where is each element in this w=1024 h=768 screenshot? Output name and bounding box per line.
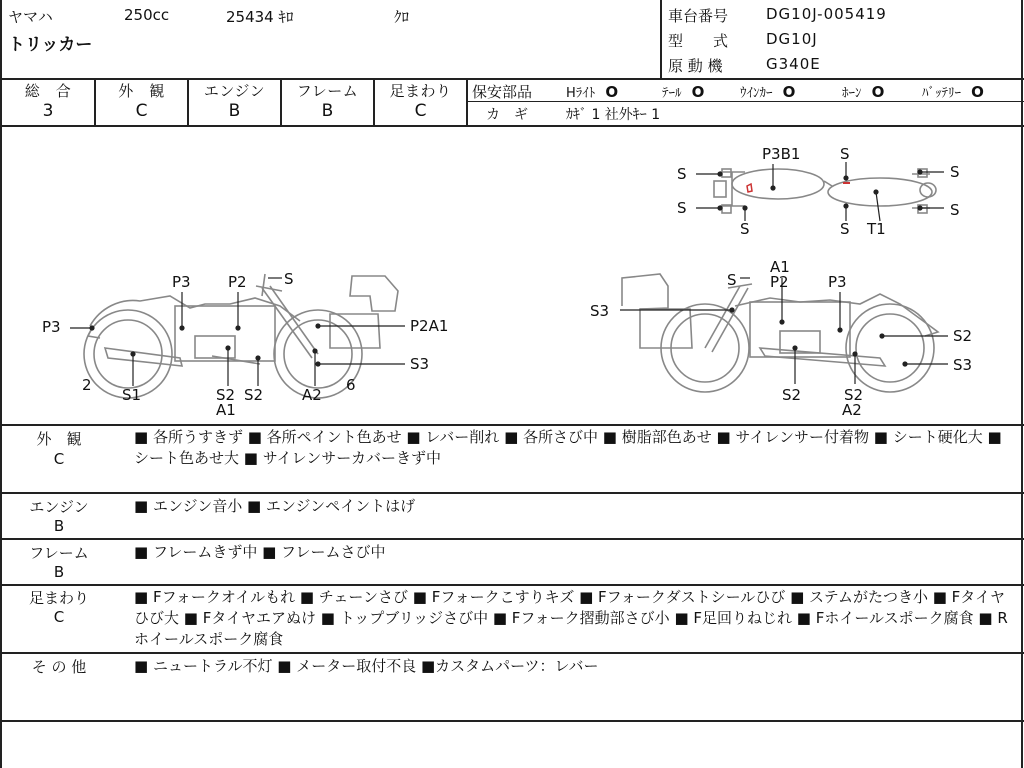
label-right-p2: P2 — [770, 273, 789, 291]
label-top-p3b1: P3B1 — [762, 145, 801, 163]
label-right-s2: S2 — [844, 386, 864, 404]
label-right-a1: A1 — [770, 258, 790, 276]
label-left-s1: S1 — [122, 386, 142, 404]
label-right-a2: A2 — [842, 401, 862, 419]
frame-no-label: 車台番号 — [668, 7, 729, 25]
exterior-label: 外 観 — [118, 82, 165, 100]
exterior-grade: C — [135, 101, 148, 121]
engine-label: 原 動 機 — [668, 57, 723, 75]
type-label: 型 式 — [668, 32, 729, 50]
label-right-p3: P3 — [828, 273, 847, 291]
displacement: 250cc — [124, 6, 170, 24]
key-value: ｶｷﾞ 1 社外ｷｰ 1 — [566, 107, 661, 123]
label-left-p2: P2 — [228, 273, 247, 291]
section-label-engine: エンジン — [29, 498, 89, 516]
diagram-divider — [0, 424, 1024, 426]
overall-grade: 3 — [42, 101, 54, 121]
safety-item-name: ﾎｰﾝ — [842, 86, 862, 101]
maker: ヤマハ — [8, 8, 53, 26]
label-left-p2a1: P2A1 — [410, 317, 449, 335]
label-top-s: S — [840, 145, 850, 163]
section-text-suspension: ■ Fフォークオイルもれ ■ チェーンさび ■ Fフォークこすりキズ ■ Fフォークダストシールひび ■ ステムがたつき小 ■ Fタイヤひび大 ■ Fタイヤエアぬけ ■ トップブリッジさび中 ■ Fフォーク摺動部さび小 ■ F足回りねじれ ■ Fホイールスポーク腐食 ■ Rホイールスポーク腐食 — [134, 588, 1008, 648]
damage-mark — [747, 184, 752, 192]
section-grade-engine: B — [53, 517, 65, 535]
section-text-engine: ■ エンジン音小 ■ エンジンペイントはげ — [134, 497, 416, 515]
section-text-exterior: ■ 各所うすきず ■ 各所ペイント色あせ ■ レバー削れ ■ 各所さび中 ■ 樹脂部色あせ ■ サイレンサー付着物 ■ シート硬化大 ■ シート色あせ大 ■ サイレンサーカバーきず中 — [134, 428, 1002, 467]
grade-col5 — [466, 78, 468, 125]
frame-grade: B — [321, 101, 334, 121]
safety-item-winker — [740, 82, 795, 101]
color: ｸﾛ — [394, 8, 410, 26]
safety-item-headlight — [566, 82, 618, 101]
right-view-bike — [622, 274, 938, 392]
frame-no: DG10J-005419 — [766, 5, 887, 23]
damage-diagram — [0, 126, 1024, 424]
label-left-a2: A2 — [302, 386, 322, 404]
sec3-divider — [0, 584, 1024, 586]
label-right-s2: S2 — [782, 386, 802, 404]
sec1-divider — [0, 492, 1024, 494]
safety-mark: O — [782, 83, 796, 101]
safety-item-horn — [842, 82, 884, 101]
engine-grade-label: エンジン — [203, 82, 266, 100]
frame-grade-label: フレーム — [296, 82, 359, 100]
safety-item-name: ｳｲﾝｶｰ — [740, 86, 773, 101]
label-right-s2: S2 — [953, 327, 973, 345]
mileage: 25434 ｷﾛ — [226, 8, 294, 26]
label-left-p3: P3 — [42, 318, 61, 336]
safety-mark: O — [605, 83, 619, 101]
engine-value: G340E — [766, 55, 821, 73]
section-label-suspension: 足まわり — [28, 589, 89, 607]
label-top-s: S — [677, 199, 687, 217]
label-left-s2: S2 — [216, 386, 236, 404]
sec4-divider — [0, 652, 1024, 654]
label-top-s: S — [677, 165, 687, 183]
label-top-s: S — [950, 163, 960, 181]
safety-item-name: ﾃｰﾙ — [662, 86, 682, 101]
section-grade-suspension: C — [53, 608, 65, 626]
safety-item-name: Hﾗｲﾄ — [566, 86, 596, 101]
label-top-s: S — [740, 220, 750, 238]
section-label-other: そ の 他 — [31, 658, 87, 676]
engine-grade: B — [228, 101, 241, 121]
label-right-s: S — [727, 271, 737, 289]
type-value: DG10J — [766, 30, 818, 48]
safety-mark: O — [971, 83, 984, 101]
label-left-6: 6 — [346, 376, 356, 394]
suspension-grade: C — [414, 101, 427, 121]
label-left-p3: P3 — [172, 273, 191, 291]
safety-mark: O — [691, 83, 705, 101]
sec2-divider — [0, 538, 1024, 540]
label-left-s2: S2 — [244, 386, 264, 404]
sec5-divider — [0, 720, 1024, 722]
label-left-a1: A1 — [216, 401, 236, 419]
overall-label: 総 合 — [24, 82, 72, 100]
key-label: カ ギ — [486, 107, 528, 123]
section-grade-frame: B — [53, 563, 65, 581]
section-text-other: ■ ニュートラル不灯 ■ メーター取付不良 ■カスタムパーツ：レバー — [134, 657, 599, 675]
label-left-s: S — [284, 270, 294, 288]
label-right-s3: S3 — [953, 356, 973, 374]
label-top-s: S — [950, 201, 960, 219]
safety-item-battery — [922, 82, 984, 101]
section-grade-exterior: C — [53, 450, 65, 468]
model-name: トリッカー — [8, 35, 93, 55]
safety-item-name: ﾊﾞｯﾃﾘｰ — [922, 86, 961, 101]
header-vdivider — [660, 0, 662, 78]
section-label-frame: フレーム — [29, 544, 89, 562]
label-top-s: S — [840, 220, 850, 238]
label-top-t1: T1 — [867, 220, 886, 238]
safety-label: 保安部品 — [472, 83, 533, 101]
label-left-s3: S3 — [410, 355, 430, 373]
safety-key-divider — [466, 101, 1024, 102]
suspension-grade-label: 足まわり — [389, 82, 452, 100]
section-label-exterior: 外 観 — [36, 430, 82, 448]
safety-mark: O — [871, 83, 885, 101]
section-text-frame: ■ フレームきず中 ■ フレームさび中 — [134, 543, 386, 561]
label-left-2: 2 — [82, 376, 92, 394]
label-right-s3: S3 — [590, 302, 610, 320]
safety-item-tail — [662, 82, 704, 101]
